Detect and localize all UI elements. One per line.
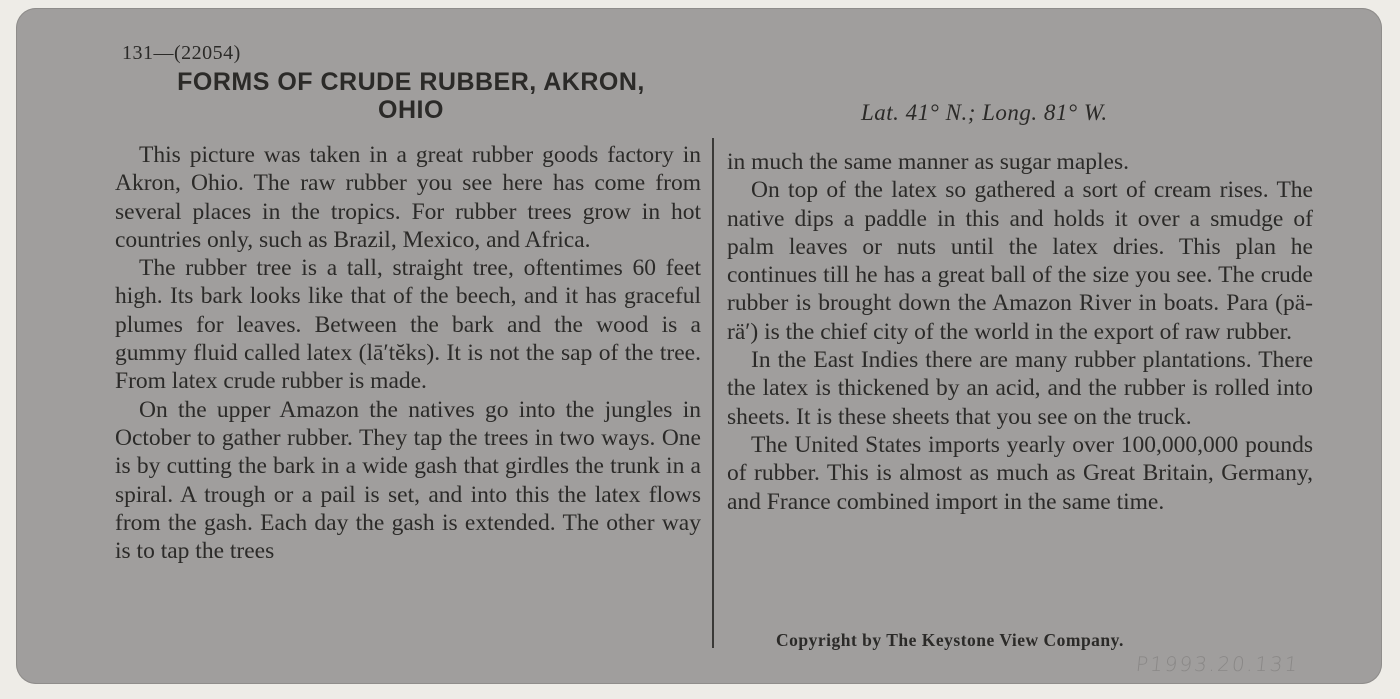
copyright-notice: Copyright by The Keystone View Company. [776, 630, 1124, 650]
paragraph: In the East Indies there are many rubber plantations. There the latex is thickened by an acid, and the rubber is rolled into sheets. It is these sheets that you see on the truck. [727, 347, 1313, 430]
paragraph: The United States imports yearly over 100,000,000 pounds of rubber. This is almost as much as Great Britain, Germany, and France combined import in the same time. [727, 431, 1313, 515]
paragraph-continuation: in much the same manner as sugar maples. [727, 149, 1129, 175]
column-divider [712, 138, 714, 648]
card-title-line-2: OHIO [378, 96, 444, 124]
paragraph: On top of the latex so gathered a sort of cream rises. The native dips a paddle in this and holds it over a smudge of palm leaves or nuts until the latex dries. This plan he continues till he has a great ball of the size you see. The crude rubber is brought down the Amazon River in boats. Para (pä-rä′) is the chief city of the world in the export of raw rubber. [727, 177, 1313, 345]
lat-long-caption: Lat. 41° N.; Long. 81° W. [861, 100, 1108, 125]
card-title [116, 68, 706, 124]
left-text-column [115, 141, 701, 565]
catalog-number: 131—(22054) [122, 42, 241, 64]
handwritten-accession-number: P1993.20.131 [1134, 652, 1301, 676]
paragraph: On the upper Amazon the natives go into the jungles in October to gather rubber. They tap the trees in two ways. One is by cutting the bark in a wide gash that girdles the trunk in a spiral. A trough or a pail is set, and into this the latex flows from the gash. Each day the gash is extended. The other way is to tap the trees [115, 396, 701, 565]
paragraph: This picture was taken in a great rubber goods factory in Akron, Ohio. The raw rubber you see here has come from several places in the tropics. For rubber trees grow in hot countries only, such as Brazil, Mexico, and Africa. [115, 142, 701, 253]
paragraph: The rubber tree is a tall, straight tree, oftentimes 60 feet high. Its bark looks like that of the beech, and it has graceful plumes for leaves. Between the bark and the wood is a gummy fluid called latex (lā′tĕks). It is not the sap of the tree. From latex crude rubber is made. [115, 255, 701, 395]
card-title-line-1: FORMS OF CRUDE RUBBER, AKRON, [177, 68, 645, 96]
stereograph-card-back [16, 8, 1382, 684]
right-text-column [727, 148, 1313, 516]
